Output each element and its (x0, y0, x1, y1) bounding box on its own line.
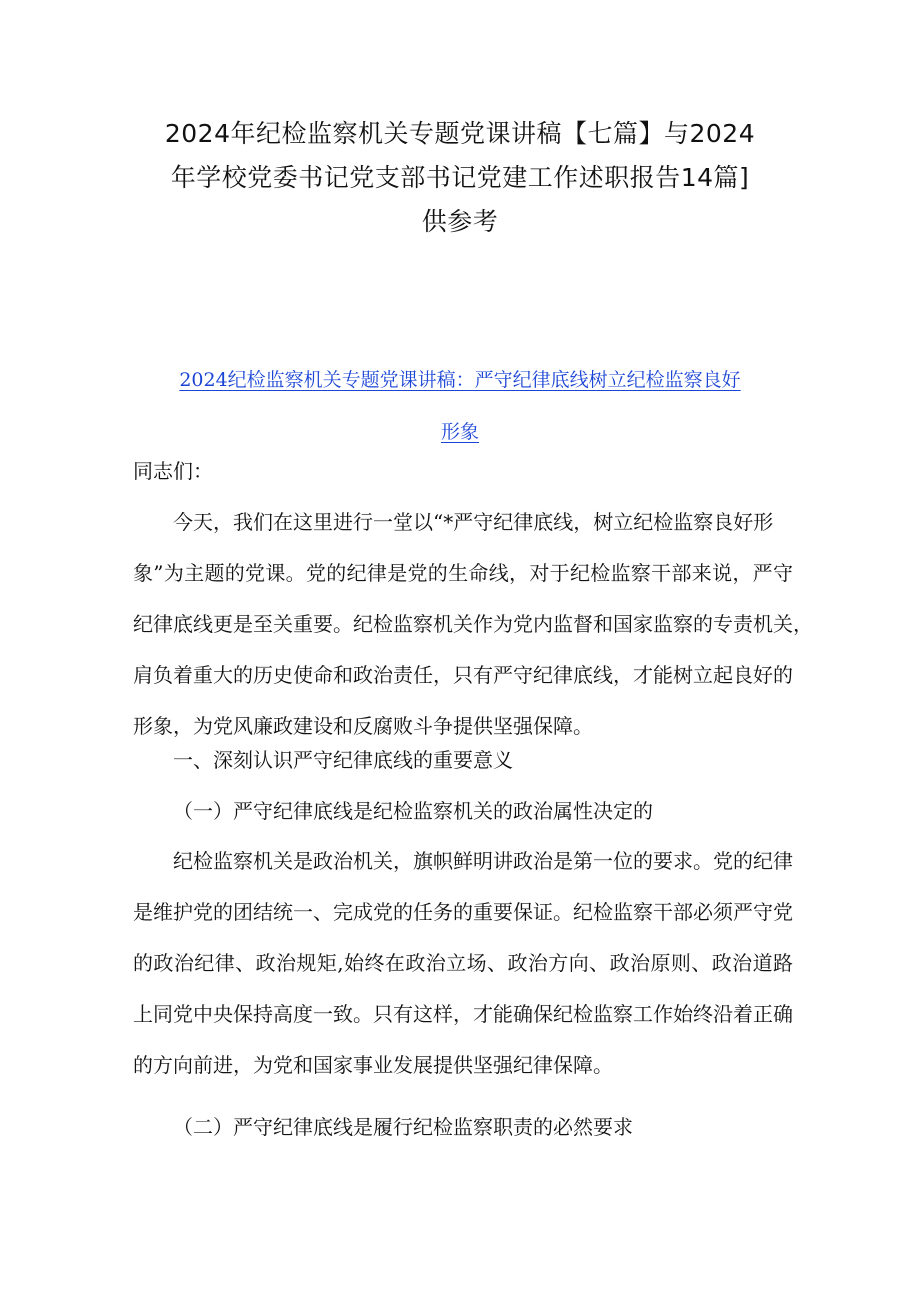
paragraph-line: 形象，为党风廉政建设和反腐败斗争提供坚强保障。 (133, 714, 593, 738)
subheading-text: （二）严守纪律底线是履行纪检监察职责的必然要求 (173, 1115, 633, 1139)
subsection-heading (133, 786, 793, 837)
paragraph-line: 今天，我们在这里进行一堂以“*严守纪律底线，树立纪检监察良好形 (173, 510, 774, 534)
title-line: 年学校党委书记党支部书记党建工作述职报告14篇] (170, 163, 750, 192)
paragraph-line: 上同党中央保持高度一致。只有这样，才能确保纪检监察工作始终沿着正确 (133, 1002, 793, 1026)
section-title-link[interactable] (150, 354, 770, 458)
paragraph-line: 肩负着重大的历史使命和政治责任，只有严守纪律底线，才能树立起良好的 (133, 663, 793, 687)
section-heading (133, 735, 793, 786)
title-line: 供参考 (421, 207, 499, 236)
paragraph-line: 纪律底线更是至关重要。纪检监察机关作为党内监督和国家监察的专责机关， (133, 612, 813, 636)
heading-text: 一、深刻认识严守纪律底线的重要意义 (173, 748, 513, 772)
subsection-heading (133, 1102, 793, 1153)
salutation-text: 同志们： (133, 459, 213, 483)
document-title (130, 112, 790, 244)
title-line: 2024年纪检监察机关专题党课讲稿【七篇】与2024 (164, 119, 756, 148)
link-line[interactable]: 形象 (440, 421, 479, 443)
subheading-text: （一）严守纪律底线是纪检监察机关的政治属性决定的 (173, 799, 653, 823)
paragraph-line: 象”为主题的党课。党的纪律是党的生命线，对于纪检监察干部来说，严守 (133, 561, 793, 585)
link-line[interactable]: 2024纪检监察机关专题党课讲稿：严守纪律底线树立纪检监察良好 (179, 369, 741, 391)
paragraph-intro (133, 497, 813, 752)
paragraph-line: 的政治纪律、政治规矩,始终在政治立场、政治方向、政治原则、政治道路 (133, 951, 793, 975)
paragraph-line: 是维护党的团结统一、完成党的任务的重要保证。纪检监察干部必须严守党 (133, 900, 793, 924)
paragraph-line: 的方向前进，为党和国家事业发展提供坚强纪律保障。 (133, 1053, 613, 1077)
paragraph-line: 纪检监察机关是政治机关，旗帜鲜明讲政治是第一位的要求。党的纪律 (173, 849, 793, 873)
paragraph-political (133, 836, 793, 1091)
salutation (133, 446, 793, 497)
